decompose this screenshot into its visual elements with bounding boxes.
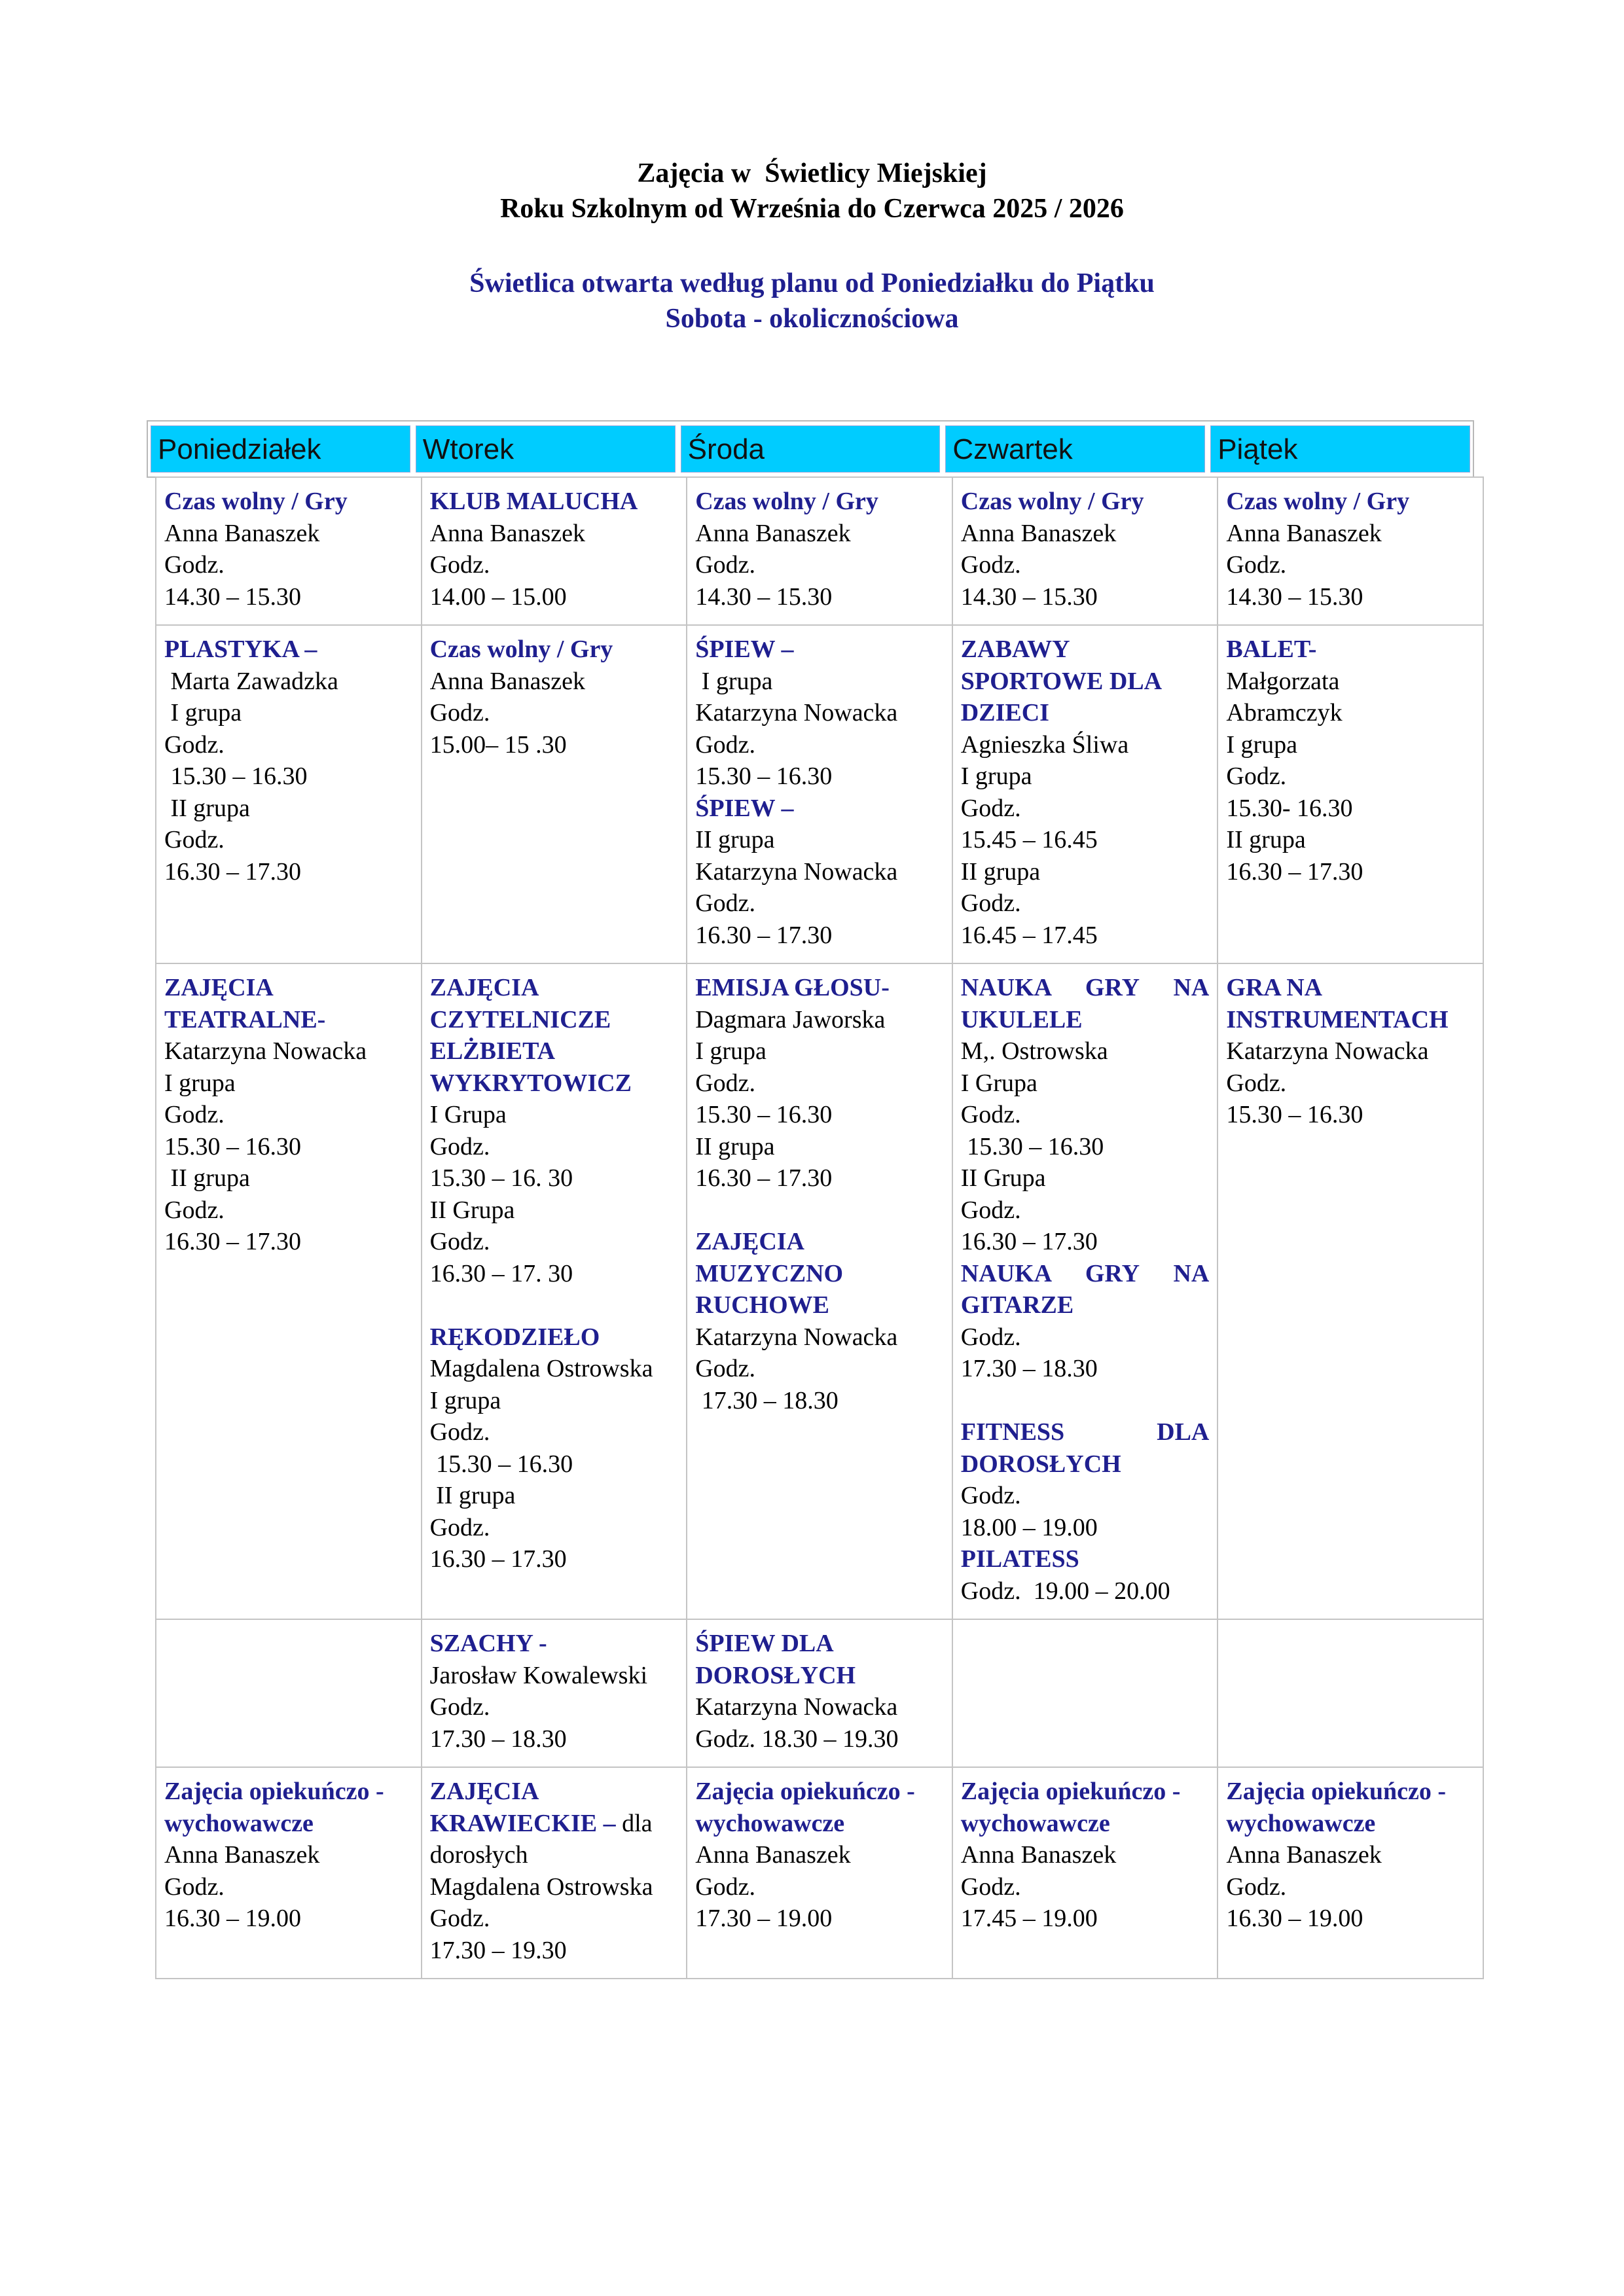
activity-detail: 15.00– 15 .30	[429, 730, 567, 759]
activity-detail: Anna Banaszek	[429, 519, 586, 547]
page-header	[0, 156, 1624, 336]
activity-detail: Jarosław Kowalewski	[429, 1661, 648, 1689]
weekday-thursday: Czwartek	[945, 425, 1205, 473]
activity-detail: Godz.	[429, 1513, 490, 1541]
opening-hours-line: Świetlica otwarta według planu od Poniedziałku do Piątku	[469, 268, 1155, 298]
activity-detail: Godz.	[960, 1873, 1021, 1901]
activity-detail: I grupa	[164, 699, 242, 726]
activity-detail: II grupa	[1226, 826, 1306, 853]
activity-detail: 15.30 – 16.30	[960, 1132, 1104, 1160]
activity-title: UKULELE	[960, 1005, 1083, 1033]
activity-detail: Godz.	[1226, 551, 1287, 579]
page-title-line-2: Roku Szkolnym od Września do Czerwca 2025 / 2026	[500, 194, 1124, 224]
activity-detail: 14.30 – 15.30	[960, 583, 1098, 611]
activity-title: DZIECI	[960, 699, 1049, 726]
activity-title: NAUKA GRY NA	[960, 974, 1210, 1001]
activity-detail: Anna Banaszek	[695, 1841, 851, 1869]
activity-detail: II grupa	[164, 1164, 250, 1192]
schedule-cell	[687, 477, 952, 625]
activity-detail: 15.30 – 16.30	[695, 1101, 833, 1128]
activity-title: ŚPIEW –	[695, 636, 794, 663]
activity-detail: Godz.	[1226, 762, 1287, 790]
schedule-cell	[156, 963, 422, 1619]
activity-detail: Anna Banaszek	[164, 1841, 320, 1869]
schedule-cell	[952, 625, 1218, 963]
schedule-row	[156, 625, 1483, 963]
weekday-wednesday: Środa	[681, 425, 941, 473]
activity-title: Czas wolny / Gry	[1226, 488, 1410, 515]
activity-detail: 16.30 – 17.30	[695, 1164, 833, 1192]
activity-detail: Godz.	[960, 551, 1021, 579]
activity-detail: Abramczyk	[1226, 699, 1343, 726]
activity-detail: I grupa	[164, 1069, 236, 1097]
activity-title: FITNESS DLA	[960, 1418, 1210, 1446]
activity-title: ŚPIEW –	[695, 794, 794, 822]
activity-detail: Marta Zawadzka	[164, 667, 338, 695]
weekday-monday: Poniedziałek	[151, 425, 410, 473]
activity-title: ZABAWY	[960, 636, 1070, 663]
activity-detail: Godz.	[164, 1873, 225, 1901]
schedule-cell	[952, 963, 1218, 1619]
activity-detail: 18.00 – 19.00	[960, 1513, 1098, 1541]
activity-detail: Godz.	[164, 826, 225, 853]
activity-title: DOROSŁYCH	[695, 1661, 856, 1689]
activity-title: ZAJĘCIA	[164, 974, 274, 1001]
activity-detail: Katarzyna Nowacka	[695, 699, 898, 726]
activity-detail: I grupa	[695, 1037, 767, 1065]
activity-detail: 16.30 – 19.00	[164, 1905, 301, 1932]
activity-detail: Godz.	[695, 1355, 755, 1382]
activity-detail: Dagmara Jaworska	[695, 1005, 886, 1033]
schedule-cell	[1218, 1767, 1483, 1979]
activity-title: Zajęcia opiekuńczo -	[164, 1778, 384, 1805]
activity-detail: 14.00 – 15.00	[429, 583, 567, 611]
activity-detail: 15.30 – 16.30	[1226, 1101, 1363, 1128]
activity-detail: 16.30 – 17. 30	[429, 1259, 573, 1287]
activity-title: BALET-	[1226, 636, 1317, 663]
activity-title: ELŻBIETA	[429, 1037, 556, 1065]
activity-detail: Godz.	[960, 1323, 1021, 1351]
schedule-cell	[156, 1619, 422, 1767]
activity-detail: Anna Banaszek	[1226, 1841, 1382, 1869]
activity-detail: Godz. 18.30 – 19.30	[695, 1725, 899, 1753]
activity-detail: 14.30 – 15.30	[1226, 583, 1363, 611]
activity-title: wychowawcze	[164, 1809, 314, 1837]
activity-detail: Godz.	[695, 889, 755, 917]
schedule-cell	[156, 625, 422, 963]
activity-title: GITARZE	[960, 1291, 1074, 1319]
activity-detail: Magdalena Ostrowska	[429, 1355, 653, 1382]
activity-title: KRAWIECKIE – dla	[429, 1809, 653, 1837]
activity-title: ZAJĘCIA	[429, 1778, 539, 1805]
activity-detail: M,. Ostrowska	[960, 1037, 1108, 1065]
activity-title: NAUKA GRY NA	[960, 1259, 1210, 1287]
activity-title: ZAJĘCIA	[429, 974, 539, 1001]
activity-detail: Godz.	[960, 1196, 1021, 1224]
activity-detail: 17.30 – 19.30	[429, 1936, 567, 1964]
schedule-cell	[1218, 477, 1483, 625]
activity-detail: Anna Banaszek	[164, 519, 320, 547]
schedule-row	[156, 477, 1483, 625]
activity-detail: Godz.	[164, 1196, 225, 1224]
activity-detail: Godz.	[429, 1228, 490, 1255]
schedule-row	[156, 1767, 1483, 1979]
activity-title: EMISJA GŁOSU-	[695, 974, 890, 1001]
weekday-friday: Piątek	[1210, 425, 1470, 473]
activity-title: SPORTOWE DLA	[960, 667, 1163, 695]
activity-detail: II grupa	[960, 857, 1041, 886]
activity-detail: Małgorzata	[1226, 667, 1340, 695]
activity-title: Czas wolny / Gry	[164, 488, 348, 515]
activity-detail: Godz.	[164, 1101, 225, 1128]
activity-detail: 16.45 – 17.45	[960, 921, 1098, 949]
activity-detail: 16.30 – 17.30	[695, 921, 833, 949]
activity-detail: Godz.	[429, 1693, 490, 1721]
activity-detail: Godz.	[960, 889, 1021, 917]
activity-detail: II grupa	[429, 1482, 516, 1509]
activity-detail: Agnieszka Śliwa	[960, 730, 1129, 759]
activity-detail: Godz.	[429, 1418, 490, 1446]
activity-detail: II grupa	[164, 794, 250, 822]
activity-detail: Godz.	[164, 730, 225, 759]
activity-detail: 15.30 – 16. 30	[429, 1164, 573, 1192]
schedule-row	[156, 963, 1483, 1619]
activity-detail: dorosłych	[429, 1841, 528, 1869]
activity-title: RĘKODZIEŁO	[429, 1323, 600, 1351]
activity-detail: Godz.	[429, 1905, 490, 1932]
activity-detail: Godz.	[695, 730, 755, 759]
activity-detail: Godz.	[429, 551, 490, 579]
activity-title: SZACHY -	[429, 1630, 547, 1657]
activity-detail: Godz. 19.00 – 20.00	[960, 1577, 1170, 1605]
activity-detail: 14.30 – 15.30	[695, 583, 833, 611]
activity-title: WYKRYTOWICZ	[429, 1069, 632, 1097]
activity-title: KLUB MALUCHA	[429, 488, 638, 515]
saturday-note: Sobota - okolicznościowa	[665, 304, 959, 334]
activity-detail: 16.30 – 17.30	[164, 1228, 301, 1255]
activity-detail: I Grupa	[429, 1101, 507, 1128]
activity-detail: 15.45 – 16.45	[960, 826, 1098, 853]
activity-title: CZYTELNICZE	[429, 1005, 611, 1033]
activity-detail: Katarzyna Nowacka	[695, 1693, 898, 1721]
activity-title: PILATESS	[960, 1545, 1079, 1573]
activity-detail: Godz.	[1226, 1873, 1287, 1901]
schedule-cell	[422, 625, 687, 963]
activity-detail: I grupa	[695, 667, 773, 695]
activity-detail: Godz.	[429, 1132, 490, 1160]
schedule-cell	[952, 1767, 1218, 1979]
activity-title: RUCHOWE	[695, 1291, 829, 1319]
activity-title: wychowawcze	[695, 1809, 845, 1837]
weekday-tuesday: Wtorek	[416, 425, 676, 473]
activity-detail: Godz.	[960, 1482, 1021, 1509]
activity-detail: 16.30 – 17.30	[1226, 857, 1363, 886]
activity-title: Czas wolny / Gry	[960, 488, 1144, 515]
activity-title: DOROSŁYCH	[960, 1450, 1121, 1478]
activity-detail: II grupa	[695, 1132, 775, 1160]
activity-detail: Katarzyna Nowacka	[695, 857, 898, 886]
activity-detail: Godz.	[695, 1069, 755, 1097]
schedule-cell	[952, 477, 1218, 625]
activity-detail: Katarzyna Nowacka	[164, 1037, 367, 1065]
activity-title: ŚPIEW DLA	[695, 1630, 834, 1657]
activity-detail: 16.30 – 19.00	[1226, 1905, 1363, 1932]
activity-detail: 16.30 – 17.30	[960, 1228, 1098, 1255]
schedule-cell	[156, 1767, 422, 1979]
activity-detail: Godz.	[695, 1873, 755, 1901]
activity-detail: 15.30 – 16.30	[164, 1132, 301, 1160]
activity-title: INSTRUMENTACH	[1226, 1005, 1449, 1033]
activity-detail: 16.30 – 17.30	[164, 857, 301, 886]
schedule-cell	[422, 477, 687, 625]
schedule-cell	[1218, 963, 1483, 1619]
schedule-cell	[687, 963, 952, 1619]
activity-detail: 15.30 – 16.30	[695, 762, 833, 790]
activity-title: Zajęcia opiekuńczo -	[695, 1778, 915, 1805]
activity-detail: Magdalena Ostrowska	[429, 1873, 653, 1901]
activity-title: Czas wolny / Gry	[429, 636, 613, 663]
activity-detail: 15.30 – 16.30	[164, 762, 308, 790]
activity-detail: 15.30- 16.30	[1226, 794, 1353, 822]
activity-detail: II Grupa	[960, 1164, 1046, 1192]
activity-title-suffix: dla	[615, 1809, 653, 1837]
activity-title: ZAJĘCIA	[695, 1228, 804, 1255]
activity-detail: I Grupa	[960, 1069, 1038, 1097]
activity-detail: Godz.	[1226, 1069, 1287, 1097]
activity-detail: 17.30 – 18.30	[695, 1386, 839, 1414]
activity-title: Zajęcia opiekuńczo -	[960, 1778, 1181, 1805]
activity-detail: Anna Banaszek	[960, 519, 1117, 547]
weekday-header-row	[147, 420, 1474, 478]
schedule-cell	[687, 625, 952, 963]
activity-detail: 17.30 – 18.30	[960, 1355, 1098, 1382]
activity-detail: Anna Banaszek	[429, 667, 586, 695]
activity-detail: Anna Banaszek	[695, 519, 851, 547]
schedule-row	[156, 1619, 1483, 1767]
activity-title: wychowawcze	[1226, 1809, 1376, 1837]
activity-detail: Katarzyna Nowacka	[1226, 1037, 1429, 1065]
activity-detail: 15.30 – 16.30	[429, 1450, 573, 1478]
activity-detail: Godz.	[695, 551, 755, 579]
activity-detail: Godz.	[960, 1101, 1021, 1128]
schedule-cell	[422, 1619, 687, 1767]
activity-detail: Godz.	[960, 794, 1021, 822]
activity-detail: 16.30 – 17.30	[429, 1545, 567, 1573]
activity-detail: II grupa	[695, 826, 775, 853]
activity-detail: II Grupa	[429, 1196, 515, 1224]
activity-detail: Godz.	[429, 699, 490, 726]
activity-title: MUZYCZNO	[695, 1259, 844, 1287]
page-title-line-1: Zajęcia w Świetlicy Miejskiej	[637, 158, 987, 188]
schedule-cell	[422, 1767, 687, 1979]
activity-detail: 17.30 – 19.00	[695, 1905, 833, 1932]
activity-detail: Anna Banaszek	[1226, 519, 1382, 547]
activity-detail: I grupa	[960, 762, 1032, 790]
schedule-table	[155, 476, 1484, 1979]
activity-title: Czas wolny / Gry	[695, 488, 878, 515]
schedule-cell	[952, 1619, 1218, 1767]
schedule-cell	[687, 1619, 952, 1767]
schedule-cell	[156, 477, 422, 625]
activity-detail: 17.45 – 19.00	[960, 1905, 1098, 1932]
activity-detail: 14.30 – 15.30	[164, 583, 301, 611]
activity-title: PLASTYKA –	[164, 636, 317, 663]
activity-detail: 17.30 – 18.30	[429, 1725, 567, 1753]
activity-detail: Godz.	[164, 551, 225, 579]
activity-title: GRA NA	[1226, 974, 1323, 1001]
activity-title: Zajęcia opiekuńczo -	[1226, 1778, 1447, 1805]
schedule-cell	[422, 963, 687, 1619]
activity-title: wychowawcze	[960, 1809, 1110, 1837]
activity-title: TEATRALNE-	[164, 1005, 326, 1033]
activity-detail: Katarzyna Nowacka	[695, 1323, 898, 1351]
activity-detail: Anna Banaszek	[960, 1841, 1117, 1869]
activity-detail: I grupa	[1226, 730, 1298, 759]
schedule-cell	[1218, 1619, 1483, 1767]
activity-detail: I grupa	[429, 1386, 501, 1414]
schedule-cell	[687, 1767, 952, 1979]
schedule-cell	[1218, 625, 1483, 963]
